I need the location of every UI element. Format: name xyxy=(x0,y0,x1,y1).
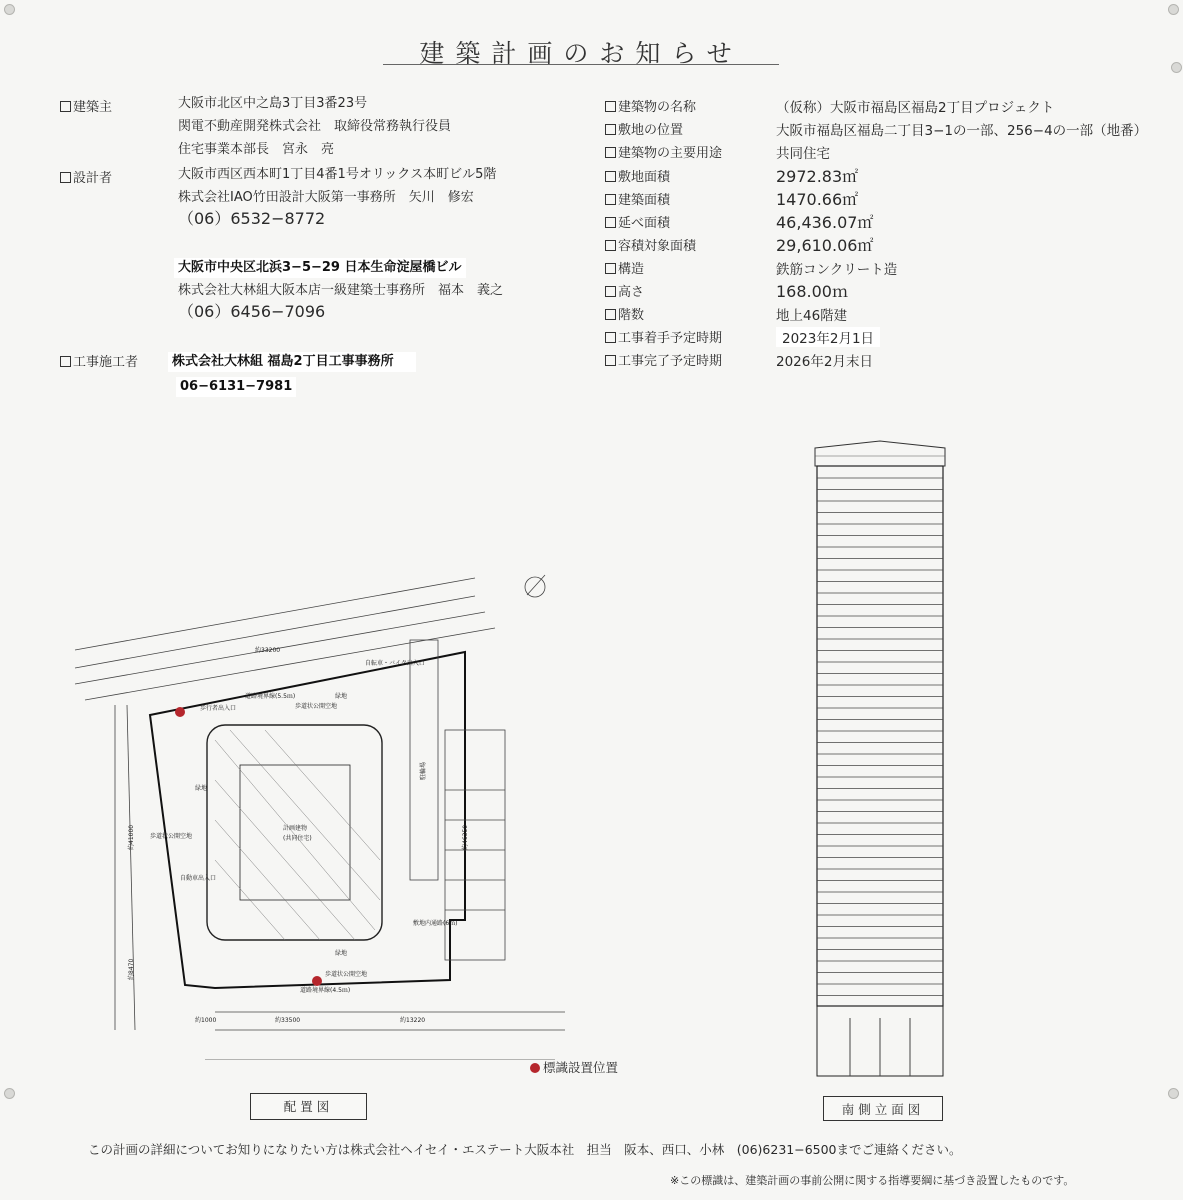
building-label: 計画建物 xyxy=(283,825,308,832)
detail-value: 1470.66㎡ xyxy=(776,190,859,209)
legend: 標識設置位置 xyxy=(530,1058,618,1076)
building-label: (共同住宅) xyxy=(283,835,312,842)
detail-value: 2972.83㎡ xyxy=(776,167,859,186)
entrance-label: 自動車出入口 xyxy=(180,875,217,882)
owner-line-1: 大阪市北区中之島3丁目3番23号 xyxy=(178,96,368,111)
detail-label: 延べ面積 xyxy=(605,212,670,231)
dim-label: 約13220 xyxy=(400,1017,426,1024)
site-plan-caption: 配置図 xyxy=(250,1093,367,1120)
walkway-label: 歩道状公開空地 xyxy=(295,703,338,710)
owner-line-3: 住宅事業本部長 宮永 亮 xyxy=(178,142,335,157)
detail-value: （仮称）大阪市福島区福島2丁目プロジェクト xyxy=(776,100,1055,116)
title-underline xyxy=(383,64,779,65)
dim-label: 約41000 xyxy=(128,824,135,850)
detail-label: 敷地面積 xyxy=(605,166,670,185)
detail-value: 168.00ｍ xyxy=(776,282,848,301)
detail-label: 構造 xyxy=(605,258,644,277)
greenery-label: 緑地 xyxy=(335,693,348,700)
designer-label: 設計者 xyxy=(60,167,112,186)
screw-icon xyxy=(1168,1088,1179,1099)
dim-label: 約33200 xyxy=(255,647,281,654)
designer-phone: （06）6532−8772 xyxy=(178,209,326,228)
road-label: 道路境界線(4.5ｍ) xyxy=(300,987,351,994)
contact-text: この計画の詳細についてお知りになりたい方は株式会社ヘイセイ・エステート大阪本社 担当 阪本、西口、小林 (06)6231−6500までご連絡ください。 xyxy=(88,1142,962,1157)
detail-value: 地上46階建 xyxy=(776,308,848,324)
designer2-phone: （06）6456−7096 xyxy=(178,302,326,321)
dim-label: 約46350 xyxy=(462,824,469,850)
contractor-phone-sticker: 06−6131−7981 xyxy=(176,377,296,397)
greenery-label: 緑地 xyxy=(195,785,208,792)
screw-icon xyxy=(1171,62,1182,73)
detail-value: 29,610.06㎡ xyxy=(776,236,874,255)
entrance-label: 自転車・バイク出入口 xyxy=(365,660,425,667)
owner-label: 建築主 xyxy=(60,96,112,115)
south-elevation-drawing xyxy=(805,438,955,1078)
elevation-caption: 南側立面図 xyxy=(823,1096,943,1121)
footnote: ※この標識は、建築計画の事前公開に関する指導要綱に基づき設置したものです。 xyxy=(670,1174,1075,1187)
path-label: 敷地内通路(6ｍ) xyxy=(413,920,458,927)
dim-label: 約8470 xyxy=(128,958,135,980)
designer2-address-sticker: 大阪市中央区北浜3−5−29 日本生命淀屋橋ビル xyxy=(174,258,466,278)
dim-label: 約33500 xyxy=(275,1017,301,1024)
parking-label: 駐輪場 xyxy=(420,761,427,780)
road-label: 道路境界線(5.5ｍ) xyxy=(245,693,296,700)
designer2-line-1: 株式会社大林組大阪本店一級建築士事務所 福本 義之 xyxy=(178,283,504,298)
greenery-label: 緑地 xyxy=(335,950,348,957)
detail-value: 2023年2月1日 xyxy=(776,327,880,347)
site-plan-drawing xyxy=(55,560,575,1060)
detail-label: 工事着手予定時期 xyxy=(605,327,722,346)
notice-title: 建築計画のお知らせ xyxy=(419,39,743,68)
entrance-label: 歩行者出入口 xyxy=(200,705,237,712)
detail-label: 容積対象面積 xyxy=(605,235,696,254)
detail-label: 建築物の名称 xyxy=(605,96,696,115)
detail-label: 敷地の位置 xyxy=(605,119,683,138)
detail-label: 高さ xyxy=(605,281,644,300)
dim-label: 約1000 xyxy=(195,1017,217,1024)
contractor-label: 工事施工者 xyxy=(60,351,138,370)
detail-value: 2026年2月末日 xyxy=(776,354,873,370)
owner-line-2: 関電不動産開発株式会社 取締役常務執行役員 xyxy=(178,119,452,134)
designer-line-2: 株式会社IAO竹田設計大阪第一事務所 矢川 修宏 xyxy=(178,190,474,205)
marker-dot-icon xyxy=(530,1063,540,1073)
detail-label: 建築物の主要用途 xyxy=(605,142,722,161)
contractor-name-sticker: 株式会社大林組 福島2丁目工事事務所 xyxy=(168,352,416,372)
detail-label: 工事完了予定時期 xyxy=(605,350,722,369)
sign-position-marker xyxy=(175,707,185,717)
screw-icon xyxy=(1168,4,1179,15)
sign-position-marker xyxy=(312,976,322,986)
detail-value: 鉄筋コンクリート造 xyxy=(776,262,898,278)
detail-label: 建築面積 xyxy=(605,189,670,208)
detail-value: 共同住宅 xyxy=(776,146,830,162)
screw-icon xyxy=(4,4,15,15)
detail-value: 46,436.07㎡ xyxy=(776,213,874,232)
screw-icon xyxy=(4,1088,15,1099)
designer-line-1: 大阪市西区西本町1丁目4番1号オリックス本町ビル5階 xyxy=(178,167,497,182)
detail-value: 大阪市福島区福島二丁目3−1の一部、256−4の一部（地番） xyxy=(776,123,1148,139)
walkway-label: 歩道状公開空地 xyxy=(325,971,368,978)
walkway-label: 歩道状公開空地 xyxy=(150,833,193,840)
detail-label: 階数 xyxy=(605,304,644,323)
